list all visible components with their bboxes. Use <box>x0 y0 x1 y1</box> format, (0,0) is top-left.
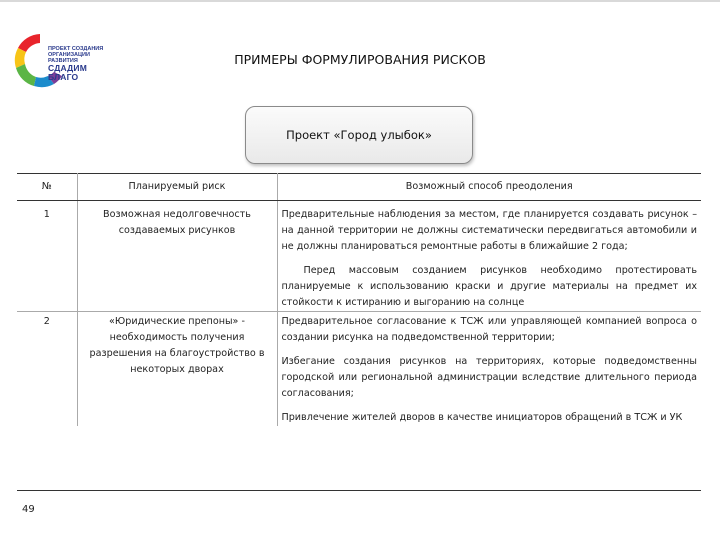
row-number: 1 <box>17 201 77 312</box>
row-risk: «Юридические препоны» - необходимость получения разрешения на благоустройство в некоторых дворах <box>77 312 277 427</box>
mitigation-item: Перед массовым созданием рисунков необходимо протестировать планируемые к использованию краски и другие материалы на предмет их стойкости к истиранию и выгоранию на солнце <box>281 265 697 308</box>
mitigation-item: Предварительное согласование к ТСЖ или управляющей компанией вопроса о создании рисунка на подведомственной территории; <box>281 316 697 343</box>
page-title: ПРИМЕРЫ ФОРМУЛИРОВАНИЯ РИСКОВ <box>234 52 486 67</box>
table-bottom-rule <box>17 490 701 491</box>
row-mitigation <box>277 312 701 427</box>
header-risk: Планируемый риск <box>77 174 277 201</box>
logo-line-3: СДАДИМ БЛАГО <box>48 63 87 83</box>
row-risk: Возможная недолговечность создаваемых рисунков <box>77 201 277 312</box>
header-number: № <box>17 174 77 201</box>
table-row <box>17 312 701 427</box>
logo-line-2: ОРГАНИЗАЦИИ РАЗВИТИЯ <box>48 52 90 65</box>
project-name-box <box>245 106 473 164</box>
project-name: Проект «Город улыбок» <box>286 128 432 142</box>
top-divider <box>0 0 720 2</box>
row-number: 2 <box>17 312 77 427</box>
mitigation-item: Предварительные наблюдения за местом, где планируется создавать рисунок – на данной территории не должны систематически передвигаться автомобили и не должны планироваться ремонтные работы в ближайшие 2 года; <box>281 209 697 252</box>
logo-text <box>48 46 118 83</box>
table-header-row <box>17 174 701 201</box>
logo-line-1: ПРОЕКТ СОЗДАНИЯ <box>48 46 104 52</box>
header-mitigation: Возможный способ преодоления <box>277 174 701 201</box>
row-mitigation <box>277 201 701 312</box>
risks-table <box>17 173 701 426</box>
mitigation-item: Привлечение жителей дворов в качестве инициаторов обращений в ТСЖ и УК <box>281 412 683 423</box>
mitigation-item: Избегание создания рисунков на территориях, которые подведомственны городской или региональной администрации вследствие длительного периода согласования; <box>281 356 697 399</box>
organization-logo <box>10 28 110 94</box>
page-number: 49 <box>22 504 35 515</box>
table-row <box>17 201 701 312</box>
